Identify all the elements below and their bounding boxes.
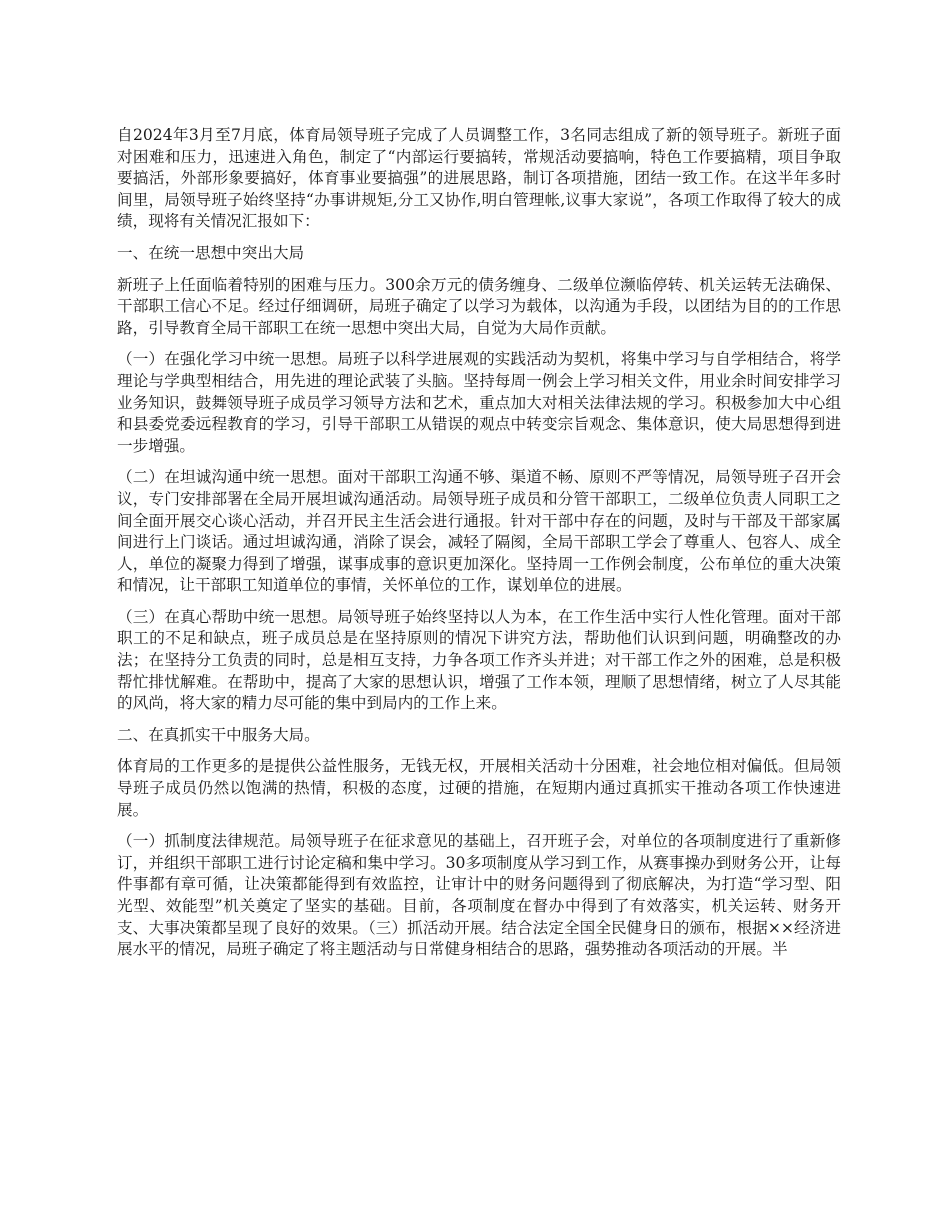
section-1-item-2-paragraph: （二）在坦诚沟通中统一思想。面对干部职工沟通不够、渠道不畅、原则不严等情况，局领导班子召开会议，专门安排部署在全局开展坦诚沟通活动。局领导班子成员和分管干部职工，二级单位负责人同职工之间全面开展交心谈心活动，并召开民主生活会进行通报。针对干部中存在的问题，及时与干部及干部家属间进行上门谈话。通过坦诚沟通，消除了误会，减轻了隔阂，全局干部职工学会了尊重人、包容人、成全人，单位的凝聚力得到了增强，谋事成事的意识更加深化。坚持周一工作例会制度，公布单位的重大决策和情况，让干部职工知道单位的事情，关怀单位的工作，谋划单位的进展。 bbox=[117, 468, 841, 595]
section-2-lead-paragraph: 体育局的工作更多的是提供公益性服务，无钱无权，开展相关活动十分困难，社会地位相对偏低。但局领导班子成员仍然以饱满的热情，积极的态度，过硬的措施，在短期内通过真抓实干推动各项工作快速进展。 bbox=[117, 757, 841, 819]
section-1-item-1-paragraph: （一）在强化学习中统一思想。局班子以科学进展观的实践活动为契机，将集中学习与自学相结合，将学理论与学典型相结合，用先进的理论武装了头脑。坚持每周一例会上学习相关文件，用业余时间安排学习业务知识，鼓舞领导班子成员学习领导方法和艺术，重点加大对相关法律法规的学习。积极参加大中心组和县委党委远程教育的学习，引导干部职工从错误的观点中转变宗旨观念、集体意识，使大局思想得到进一步增强。 bbox=[117, 350, 841, 455]
section-1-item-3-paragraph: （三）在真心帮助中统一思想。局领导班子始终坚持以人为本，在工作生活中实行人性化管理。面对干部职工的不足和缺点，班子成员总是在坚持原则的情况下讲究方法，帮助他们认识到问题，明确整改的办法；在坚持分工负责的同时，总是相互支持，力争各项工作齐头并进；对干部工作之外的困难，总是积极帮忙排忧解难。在帮助中，提高了大家的思想认识，增强了工作本领，理顺了思想情绪，树立了人尽其能的风尚，将大家的精力尽可能的集中到局内的工作上来。 bbox=[117, 607, 841, 713]
document-page bbox=[117, 125, 841, 971]
section-1-lead-paragraph: 新班子上任面临着特别的困难与压力。300余万元的债务缠身、二级单位濒临停转、机关运转无法确保、干部职工信心不足。经过仔细调研，局班子确定了以学习为载体，以沟通为手段，以团结为目的的工作思路，引导教育全局干部职工在统一思想中突出大局，自觉为大局作贡献。 bbox=[117, 275, 841, 337]
section-2-item-1-paragraph: （一）抓制度法律规范。局领导班子在征求意见的基础上，召开班子会，对单位的各项制度进行了重新修订，并组织干部职工进行讨论定稿和集中学习。30多项制度从学习到工作，从赛事操办到财务公开，让每件事都有章可循，让决策都能得到有效监控，让审计中的财务问题得到了彻底解决，为打造“学习型、阳光型、效能型”机关奠定了坚实的基础。目前，各项制度在督办中得到了有效落实，机关运转、财务开支、大事决策都呈现了良好的效果。（三）抓活动开展。结合法定全国全民健身日的颁布，根据××经济进展水平的情况，局班子确定了将主题活动与日常健身相结合的思路，强势推动各项活动的开展。半 bbox=[117, 832, 841, 959]
section-2-heading: 二、在真抓实干中服务大局。 bbox=[117, 725, 320, 744]
intro-paragraph: 自2024年3月至7月底，体育局领导班子完成了人员调整工作，3名同志组成了新的领导班子。新班子面对困难和压力，迅速进入角色，制定了“内部运行要搞转，常规活动要搞响，特色工作要搞精，项目争取要搞活，外部形象要搞好，体育事业要搞强”的进展思路，制订各项措施，团结一致工作。在这半年多时间里，局领导班子始终坚持“办事讲规矩,分工又协作,明白管理帐,议事大家说”，各项工作取得了较大的成绩，现将有关情况汇报如下： bbox=[117, 126, 841, 231]
section-1-heading: 一、在统一思想中突出大局 bbox=[117, 243, 305, 262]
